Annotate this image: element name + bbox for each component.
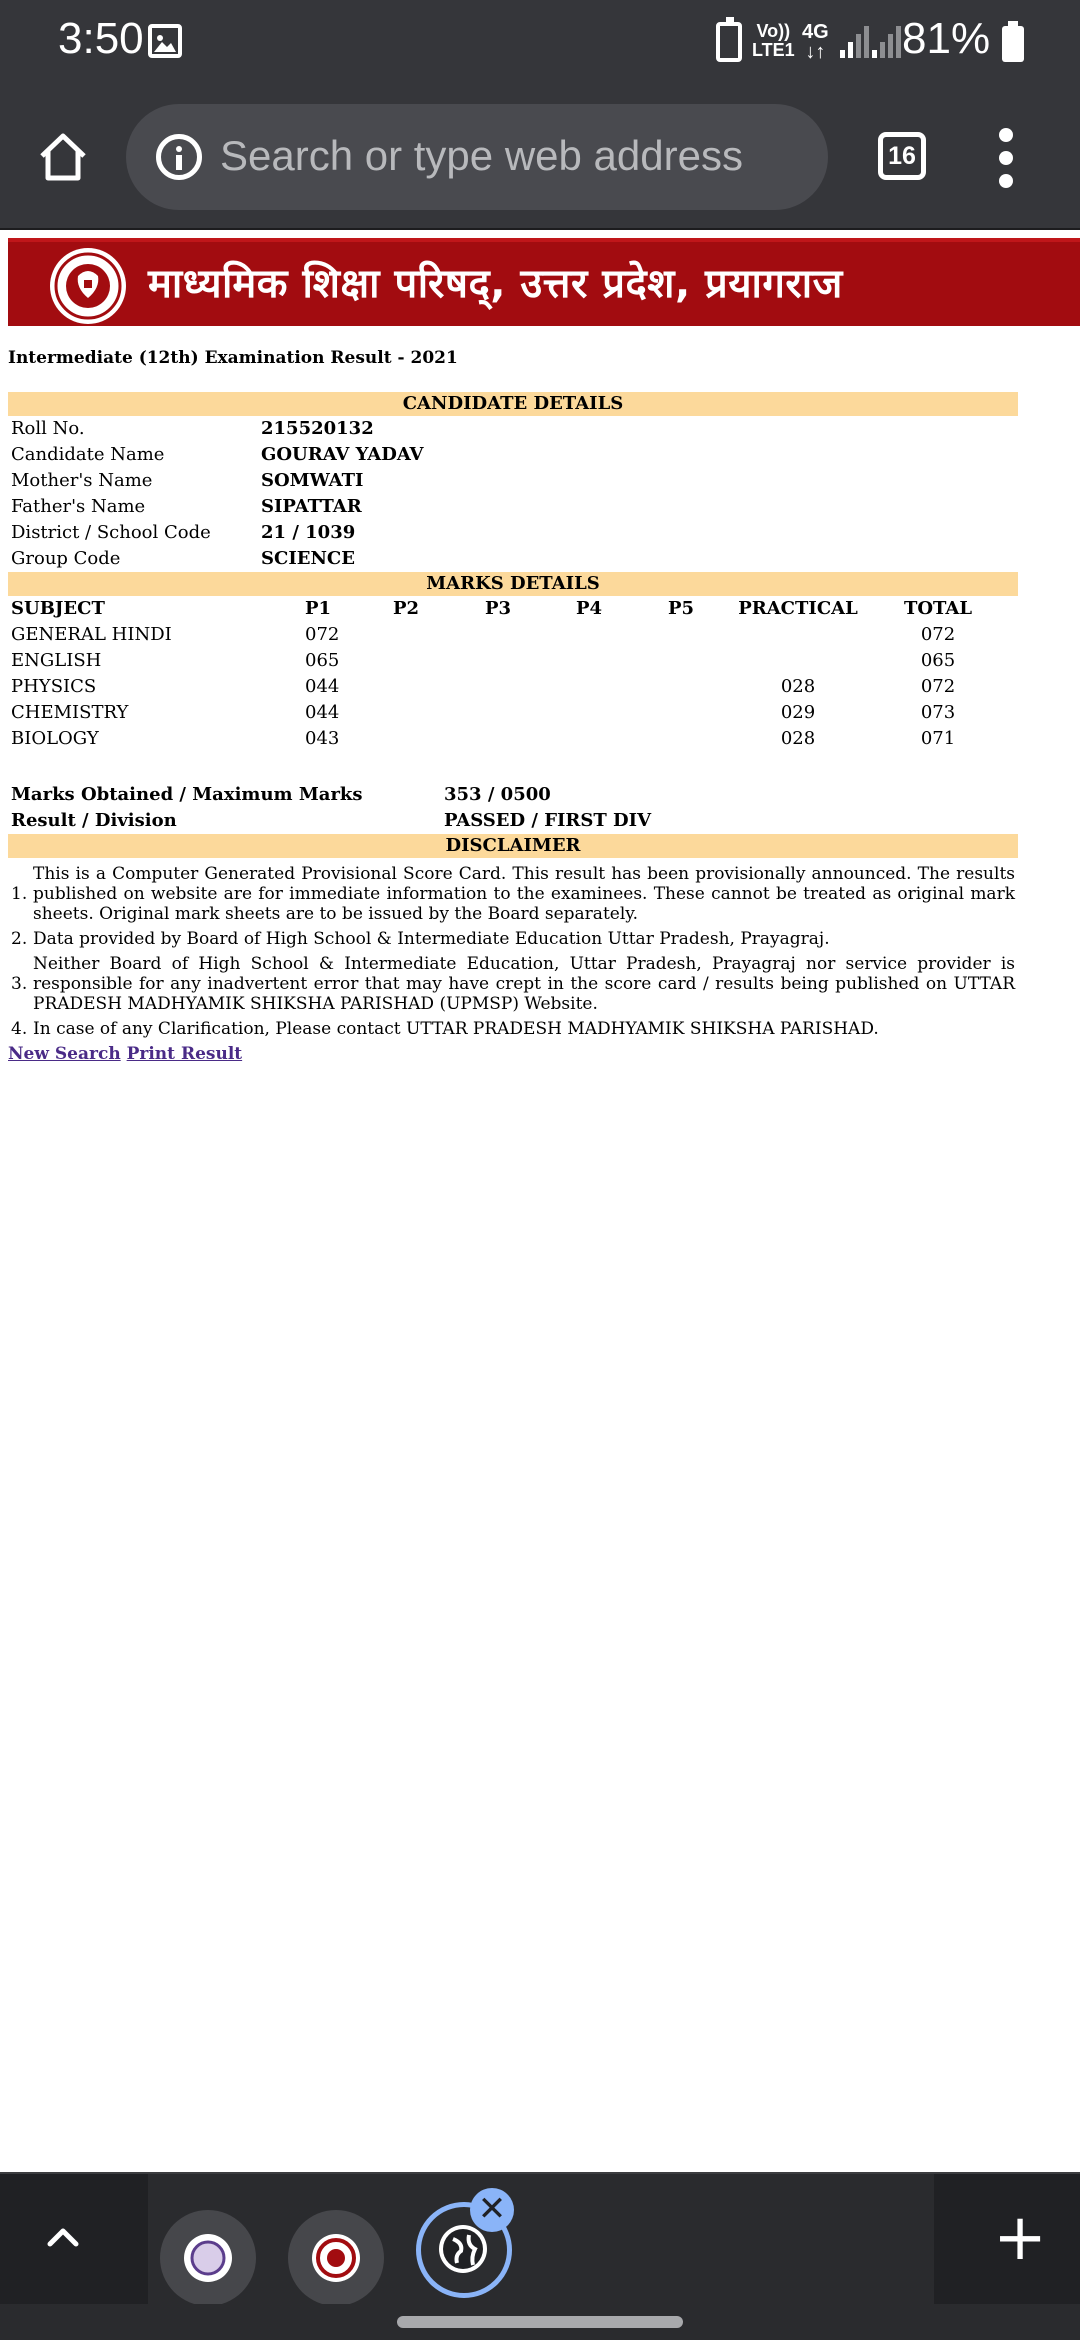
result-summary bbox=[8, 782, 1018, 834]
field-value: SOMWATI bbox=[261, 470, 364, 491]
disclaimer-number: 1. bbox=[11, 884, 28, 904]
disclaimer-item bbox=[11, 954, 1015, 1014]
marks-row bbox=[8, 674, 1018, 700]
status-time: 3:50 bbox=[58, 14, 144, 63]
col-p1: P1 bbox=[305, 598, 332, 619]
summary-value: 353 / 0500 bbox=[444, 784, 551, 805]
candidate-details bbox=[8, 416, 1018, 572]
marks-total: 065 bbox=[920, 650, 956, 671]
disclaimer-item bbox=[11, 1019, 1015, 1039]
new-tab-button[interactable]: + bbox=[993, 2201, 1047, 2275]
network-type-label: 4G bbox=[802, 21, 829, 43]
address-placeholder[interactable]: Search or type web address bbox=[220, 132, 743, 179]
system-navigation-bar bbox=[0, 2304, 1080, 2340]
new-search-link[interactable]: New Search bbox=[8, 1044, 121, 1064]
data-arrows-icon: ↓↑ bbox=[805, 41, 826, 63]
tab-group bbox=[148, 2174, 934, 2304]
field-value: SCIENCE bbox=[261, 548, 355, 569]
print-result-link[interactable]: Print Result bbox=[126, 1044, 243, 1064]
disclaimer-list bbox=[8, 858, 1018, 1039]
marks-total: 073 bbox=[920, 702, 956, 723]
tab-thumbnail[interactable] bbox=[288, 2210, 384, 2306]
field-label: Father's Name bbox=[11, 496, 146, 517]
marks-row bbox=[8, 622, 1018, 648]
more-menu-icon[interactable] bbox=[996, 128, 1016, 188]
lte-label: LTE1 bbox=[752, 40, 795, 60]
gesture-handle[interactable] bbox=[397, 2316, 683, 2328]
summary-label: Marks Obtained / Maximum Marks bbox=[11, 784, 363, 805]
disclaimer-text: This is a Computer Generated Provisional Score Card. This result has been provisionally announced. The results published on website are for immediate information to the examinees. These cannot be treated as original mark sheets. Original mark sheets are to be issued by the Board separately. bbox=[33, 864, 1015, 924]
signal-icon-sim2 bbox=[872, 26, 902, 58]
tab-switcher-button[interactable]: 16 bbox=[878, 132, 926, 180]
marks-total: 072 bbox=[920, 624, 956, 645]
col-p5: P5 bbox=[667, 598, 695, 619]
web-page bbox=[0, 232, 1080, 2172]
board-name-hindi: माध्यमिक शिक्षा परिषद्, उत्तर प्रदेश, प्रयागराज bbox=[148, 261, 843, 307]
col-p3: P3 bbox=[484, 598, 512, 619]
globe-icon bbox=[439, 2225, 487, 2273]
col-total: TOTAL bbox=[903, 598, 973, 619]
summary-row bbox=[8, 808, 1018, 834]
marks-row bbox=[8, 700, 1018, 726]
marks-details-header: MARKS DETAILS bbox=[8, 572, 1018, 596]
site-favicon bbox=[184, 2234, 232, 2282]
network-type-indicator bbox=[802, 22, 829, 62]
field-label: Mother's Name bbox=[11, 470, 153, 491]
marks-total: 071 bbox=[920, 728, 956, 749]
disclaimer-number: 2. bbox=[11, 929, 28, 949]
gallery-icon bbox=[148, 24, 182, 58]
result-table bbox=[8, 392, 1018, 1064]
field-label: Candidate Name bbox=[11, 444, 165, 465]
marks-p1: 044 bbox=[305, 702, 340, 723]
marks-practical: 028 bbox=[780, 676, 816, 697]
candidate-row bbox=[8, 520, 1018, 546]
field-value: SIPATTAR bbox=[261, 496, 362, 517]
disclaimer-header: DISCLAIMER bbox=[8, 834, 1018, 858]
candidate-row bbox=[8, 468, 1018, 494]
field-label: District / School Code bbox=[11, 522, 211, 543]
marks-p1: 044 bbox=[305, 676, 340, 697]
signal-icon-sim1 bbox=[840, 26, 870, 58]
disclaimer-item bbox=[11, 929, 1015, 949]
field-value: 21 / 1039 bbox=[261, 522, 356, 543]
marks-p1: 043 bbox=[305, 728, 340, 749]
summary-label: Result / Division bbox=[11, 810, 177, 831]
field-label: Group Code bbox=[11, 548, 121, 569]
marks-practical: 029 bbox=[780, 702, 816, 723]
battery-percentage: 81% bbox=[902, 14, 991, 63]
disclaimer-number: 4. bbox=[11, 1019, 28, 1039]
field-value: 215520132 bbox=[261, 418, 374, 439]
result-links bbox=[8, 1044, 1018, 1064]
subject-name: BIOLOGY bbox=[11, 728, 99, 749]
upmsp-logo bbox=[48, 246, 128, 326]
candidate-row bbox=[8, 442, 1018, 468]
marks-row bbox=[8, 726, 1018, 752]
col-p2: P2 bbox=[392, 598, 420, 619]
summary-row bbox=[8, 782, 1018, 808]
status-bar bbox=[0, 0, 1080, 86]
disclaimer-item bbox=[11, 864, 1015, 924]
col-subject: SUBJECT bbox=[11, 598, 105, 619]
disclaimer-text: Data provided by Board of High School & Intermediate Education Uttar Pradesh, Prayagraj. bbox=[33, 929, 830, 949]
expand-tab-strip-button[interactable] bbox=[0, 2174, 130, 2304]
field-value: GOURAV YADAV bbox=[261, 444, 424, 465]
marks-practical: 028 bbox=[780, 728, 816, 749]
disclaimer-number: 3. bbox=[11, 974, 28, 994]
upmsp-favicon bbox=[312, 2234, 360, 2282]
volte-label: Vo)) bbox=[756, 21, 791, 41]
col-practical: PRACTICAL bbox=[738, 598, 858, 619]
marks-p1: 065 bbox=[305, 650, 340, 671]
marks-column-headers bbox=[8, 596, 1018, 622]
subject-name: CHEMISTRY bbox=[11, 702, 129, 723]
subject-name: ENGLISH bbox=[11, 650, 102, 671]
info-icon[interactable] bbox=[156, 134, 202, 180]
marks-p1: 072 bbox=[305, 624, 340, 645]
summary-value: PASSED / FIRST DIV bbox=[444, 810, 652, 831]
candidate-row bbox=[8, 494, 1018, 520]
close-tab-icon[interactable]: ✕ bbox=[470, 2188, 514, 2232]
disclaimer-text: In case of any Clarification, Please contact UTTAR PRADESH MADHYAMIK SHIKSHA PARISHAD. bbox=[33, 1019, 879, 1039]
candidate-row bbox=[8, 546, 1018, 572]
subject-name: GENERAL HINDI bbox=[11, 624, 172, 645]
browser-toolbar bbox=[0, 86, 1080, 230]
subject-name: PHYSICS bbox=[11, 676, 97, 697]
col-p4: P4 bbox=[575, 598, 603, 619]
candidate-row bbox=[8, 416, 1018, 442]
field-label: Roll No. bbox=[11, 418, 85, 439]
exam-title: Intermediate (12th) Examination Result - 2021 bbox=[8, 348, 458, 368]
bottom-tab-strip bbox=[0, 2172, 1080, 2304]
volte-indicator bbox=[752, 22, 795, 60]
header-banner bbox=[8, 238, 1080, 326]
battery-saver-icon bbox=[716, 22, 742, 62]
marks-total: 072 bbox=[920, 676, 956, 697]
candidate-details-header: CANDIDATE DETAILS bbox=[8, 392, 1018, 416]
tab-thumbnail[interactable] bbox=[160, 2210, 256, 2306]
status-right-group bbox=[680, 0, 1080, 86]
marks-row bbox=[8, 648, 1018, 674]
home-icon[interactable] bbox=[36, 130, 90, 184]
address-bar[interactable] bbox=[126, 104, 828, 210]
battery-icon bbox=[1002, 26, 1024, 62]
disclaimer-text: Neither Board of High School & Intermediate Education, Uttar Pradesh, Prayagraj nor service provider is responsible for any inadvertent error that may have crept in the score card / results being published on UTTAR PRADESH MADHYAMIK SHIKSHA PARISHAD (UPMSP) Website. bbox=[33, 954, 1015, 1014]
